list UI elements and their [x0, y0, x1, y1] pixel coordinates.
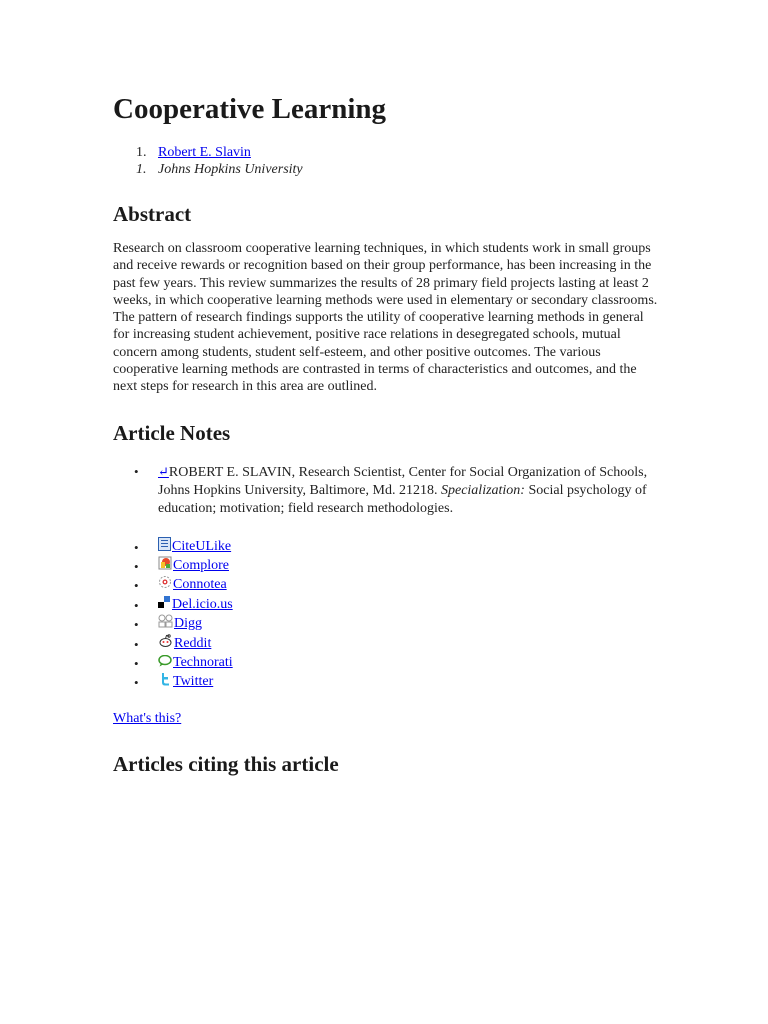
reddit-link[interactable]: Reddit [174, 635, 212, 651]
return-arrow-icon[interactable]: ↵ [158, 463, 169, 479]
citing-articles-heading: Articles citing this article [113, 751, 339, 776]
social-item-digg [113, 614, 658, 633]
delicious-icon [158, 596, 171, 609]
reddit-icon [158, 634, 173, 648]
whats-this-link[interactable]: What's this? [113, 710, 182, 726]
connotea-link[interactable]: Connotea [173, 577, 227, 593]
social-item-complore [113, 556, 658, 575]
abstract-text: Research on classroom cooperative learning techniques, in which students work in small groups and receive rewards or recognition based on their group performance, has been increasing in the past few years. This review summarizes the results of 28 primary field projects lasting at least 2 weeks, in which cooperative learning methods were used in elementary or secondary classrooms. The pattern of research findings supports the utility of cooperative learning methods in general for increasing student achievement, positive race relations in desegregated schools, mutual concern among students, student self-esteem, and other positive outcomes. The various cooperative learning methods are contrasted in terms of characteristics and outcomes, and the next steps for research in this area are outlined. [113, 241, 658, 395]
digg-icon [158, 614, 173, 628]
article-note-item [113, 463, 658, 518]
bullet: • [134, 463, 139, 479]
bullet: • [134, 559, 139, 575]
whats-this-container [113, 710, 658, 728]
social-item-twitter [113, 672, 658, 691]
page-title: Cooperative Learning [113, 93, 387, 125]
citeulike-link[interactable]: CiteULike [172, 538, 232, 554]
author-number: 1. [136, 145, 147, 160]
social-bookmark-list [113, 537, 658, 692]
social-item-technorati [113, 653, 658, 672]
technorati-icon [158, 654, 172, 666]
author-list [113, 144, 658, 178]
affiliation-item [113, 161, 658, 178]
complore-icon [158, 556, 172, 570]
bullet: • [134, 636, 139, 652]
author-item [113, 144, 658, 161]
bullet: • [134, 539, 139, 555]
article-content [113, 88, 658, 778]
citeulike-icon [158, 537, 171, 551]
affiliation-name: Johns Hopkins University [158, 162, 303, 177]
author-link[interactable]: Robert E. Slavin [158, 145, 251, 160]
affiliation-number: 1. [136, 162, 147, 177]
social-item-delicious [113, 595, 658, 614]
specialization-text: Social psychology of education; motivation; field research methodologies. [158, 482, 647, 516]
bullet: • [134, 597, 139, 613]
twitter-icon [158, 672, 172, 686]
article-notes-heading: Article Notes [113, 420, 231, 445]
delicious-link[interactable]: Del.icio.us [172, 596, 233, 612]
connotea-icon [158, 575, 172, 589]
social-item-connotea [113, 575, 658, 594]
bullet: • [134, 675, 139, 691]
article-notes-list [113, 463, 658, 518]
bullet: • [134, 656, 139, 672]
digg-link[interactable]: Digg [174, 616, 202, 632]
social-item-reddit [113, 634, 658, 653]
abstract-heading: Abstract [113, 202, 192, 226]
note-text: ROBERT E. SLAVIN, Research Scientist, Center for Social Organization of Schools, Johns Hopkins University, Baltimore, Md. 21218. [158, 464, 648, 498]
bullet: • [134, 617, 139, 633]
bullet: • [134, 578, 139, 594]
twitter-link[interactable]: Twitter [173, 674, 214, 690]
complore-link[interactable]: Complore [173, 558, 229, 574]
social-item-citeulike [113, 537, 658, 556]
technorati-link[interactable]: Technorati [173, 655, 233, 671]
specialization-label: Specialization: [440, 482, 525, 498]
